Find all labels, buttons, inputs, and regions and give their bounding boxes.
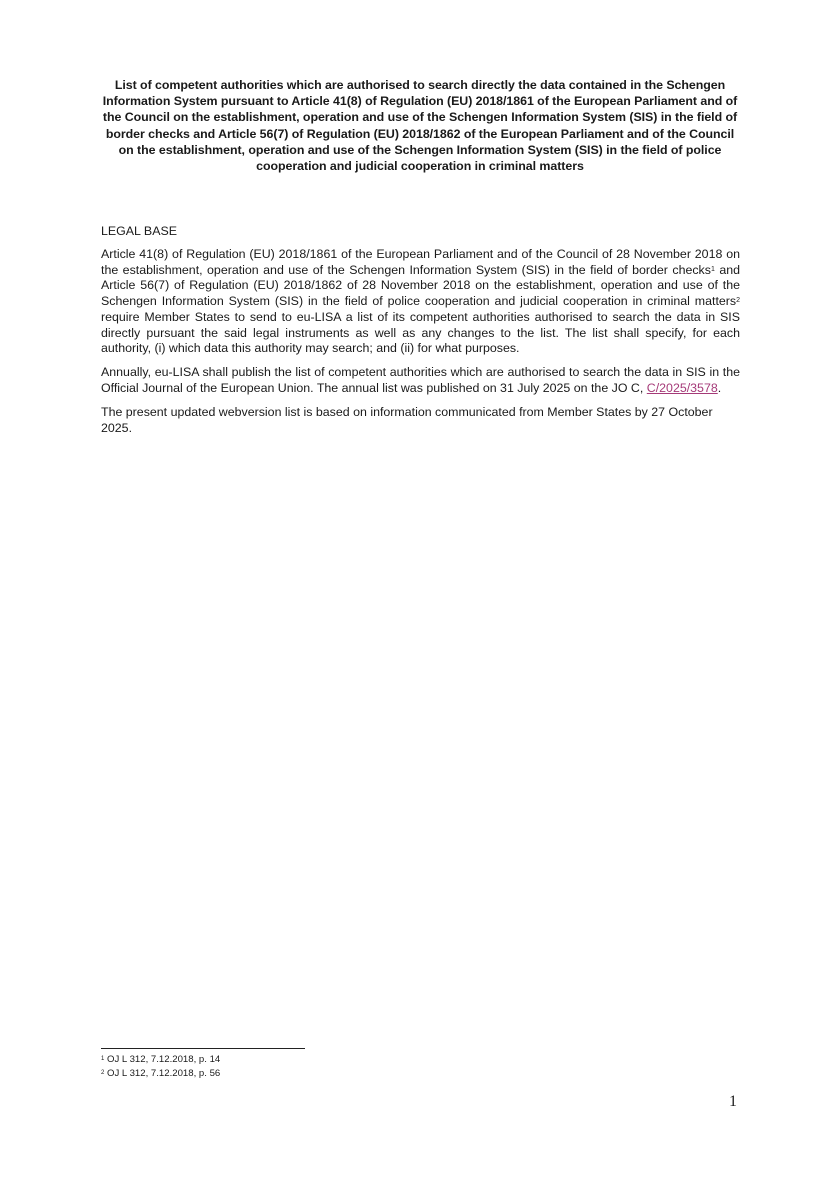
- footnote-separator: [101, 1048, 305, 1049]
- footnote-1-text: OJ L 312, 7.12.2018, p. 14: [104, 1054, 221, 1065]
- footnotes: [101, 1053, 220, 1081]
- paragraph-annual-publication: [101, 365, 740, 396]
- paragraph-1-text-b: and Article 56(7) of Regulation (EU) 2018/1862 of 28 November 2018 on the establishment, operation and use of the Schengen Information System (SIS) in the field of police cooperation and judicial cooperation in criminal matters: [101, 262, 740, 309]
- paragraph-update-note: The present updated webversion list is based on information communicated from Member States by 27 October 2025.: [101, 405, 713, 436]
- footnote-1-number: 1: [101, 1056, 105, 1062]
- paragraph-1-text-a: Article 41(8) of Regulation (EU) 2018/1861 of the European Parliament and of the Council of 28 November 2018 on the establishment, operation and use of the Schengen Information System (SIS) in the field of border checks: [101, 247, 740, 277]
- footnote-2-text: OJ L 312, 7.12.2018, p. 56: [104, 1068, 221, 1079]
- document-title: List of competent authorities which are authorised to search directly the data contained in the Schengen Information System pursuant to Article 41(8) of Regulation (EU) 2018/1861 of the European Parliament and of the Council on the establishment, operation and use of the Schengen Information System (SIS) in the field of border checks and Article 56(7) of Regulation (EU) 2018/1862 of the European Parliament and of the Council on the establishment, operation and use of the Schengen Information System (SIS) in the field of police cooperation and judicial cooperation in criminal matters: [102, 78, 738, 174]
- page-number: 1: [729, 1093, 737, 1110]
- footnote-ref-1[interactable]: 1: [710, 265, 715, 273]
- paragraph-1-text-c: require Member States to send to eu-LISA a list of its competent authorities authorised to search the data in SIS directly pursuant the said legal instruments as well as any changes to the list. The list shall specify, for each authority, (i) which data this authority may search; and (ii) for what purposes.: [101, 309, 740, 356]
- footnote-1: [101, 1053, 220, 1067]
- oj-publication-link[interactable]: C/2025/3578: [646, 381, 718, 396]
- footnote-2-number: 2: [101, 1070, 105, 1076]
- paragraph-2-text: Annually, eu-LISA shall publish the list of competent authorities which are authorised to search the data in SIS in the Official Journal of the European Union. The annual list was published on 31 July 2025 on the JO C,: [101, 365, 740, 396]
- footnote-2: [101, 1067, 220, 1081]
- paragraph-legal-basis: [101, 247, 740, 357]
- section-heading-legal-base: LEGAL BASE: [101, 224, 177, 238]
- paragraph-2-end: .: [717, 381, 722, 396]
- footnote-ref-2[interactable]: 2: [736, 297, 740, 305]
- document-body: [101, 247, 740, 445]
